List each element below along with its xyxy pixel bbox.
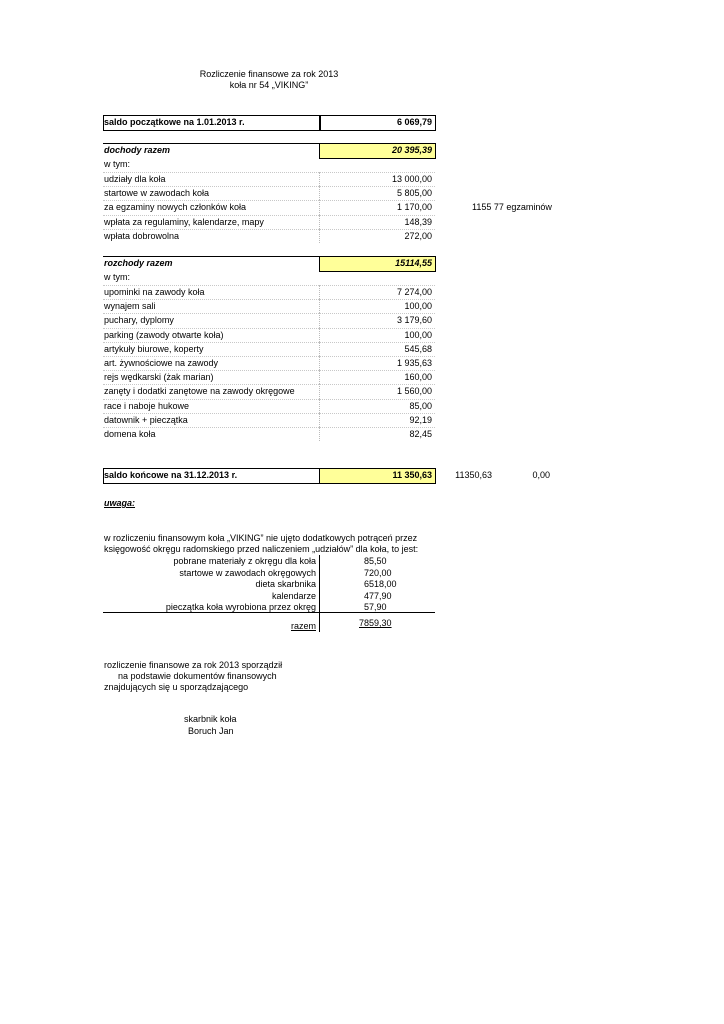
line-item-label: za egzaminy nowych członków koła	[104, 202, 247, 213]
line-item-label: wynajem sali	[104, 301, 156, 312]
deduction-value: 57,90	[364, 602, 387, 613]
line-item-label: parking (zawody otwarte koła)	[104, 329, 224, 340]
signature-role: skarbnik koła	[184, 714, 237, 724]
closing-extra-1: 11350,63	[455, 470, 492, 480]
deduction-value: 477,90	[364, 590, 392, 601]
line-item-label: art. żywnościowe na zawody	[104, 358, 219, 368]
row-separator	[103, 215, 435, 216]
deduction-value: 85,50	[364, 556, 387, 566]
line-item-value: 7 274,00	[396, 287, 432, 297]
line-item-value: 5 805,00	[396, 188, 432, 199]
line-item-label: wpłata dobrowolna	[104, 230, 180, 241]
line-item-value: 160,00	[404, 372, 432, 383]
deduction-value: 720,00	[364, 567, 392, 578]
line-item-value: 100,00	[404, 329, 432, 340]
row-separator	[103, 413, 435, 414]
note-sum-label: razem	[290, 621, 316, 631]
row-separator	[103, 370, 435, 371]
line-item-label: udziały dla koła	[104, 174, 166, 184]
line-item-value: 545,68	[404, 343, 432, 354]
line-item-value: 92,19	[409, 414, 432, 425]
deduction-label: dieta skarbnika	[255, 579, 316, 590]
deduction-label: kalendarze	[271, 590, 316, 601]
line-item-label: upominki na zawody koła	[104, 287, 205, 297]
income-label: dochody razem	[104, 145, 171, 155]
closing-label: saldo końcowe na 31.12.2013 r.	[104, 470, 238, 480]
row-separator	[103, 328, 435, 329]
row-separator	[103, 427, 435, 428]
deduction-label: startowe w zawodach okręgowych	[179, 567, 316, 578]
line-item-label: race i naboje hukowe	[104, 400, 190, 411]
line-item-value: 272,00	[404, 230, 432, 241]
expenses-header-line	[103, 256, 319, 257]
line-item-label: domena koła	[104, 429, 156, 439]
footer-line-3: znajdujących się u sporządzającego	[104, 682, 249, 692]
line-item-value: 13 000,00	[391, 174, 432, 184]
note-sum-divider	[319, 612, 320, 632]
footer-line-1: rozliczenie finansowe za rok 2013 sporządził	[104, 660, 283, 670]
club-name: koła nr 54 „VIKING”	[229, 80, 309, 90]
line-item-value: 1 560,00	[396, 386, 432, 397]
opening-value: 6 069,79	[396, 117, 432, 127]
line-item-label: artykuły biurowe, koperty	[104, 343, 204, 354]
line-item-label: datownik + pieczątka	[104, 414, 188, 425]
footer-line-2: na podstawie dokumentów finansowych	[118, 671, 277, 681]
note-sum-line	[103, 612, 435, 613]
note-sum-value: 7859,30	[359, 618, 392, 628]
line-item-value: 3 179,60	[396, 315, 432, 326]
line-item-label: zanęty i dodatki zanętowe na zawody okręgowe	[104, 386, 295, 397]
deduction-value: 6518,00	[364, 579, 397, 590]
report-title: Rozliczenie finansowe za rok 2013	[199, 69, 339, 79]
row-separator	[103, 313, 435, 314]
row-separator	[103, 356, 435, 357]
closing-extra-2: 0,00	[532, 470, 550, 480]
line-item-value: 85,00	[409, 400, 432, 411]
closing-value: 11 350,63	[392, 470, 432, 480]
deduction-label: pieczątka koła wyrobiona przez okręg	[165, 602, 316, 613]
line-item-value: 100,00	[404, 301, 432, 312]
note-text-2: księgowość okręgu radomskiego przed naliczeniem „udziałów” dla koła, to jest:	[104, 544, 419, 554]
row-separator	[103, 342, 435, 343]
line-item-label: startowe w zawodach koła	[104, 188, 210, 199]
line-item-value: 82,45	[409, 429, 432, 439]
row-separator	[103, 229, 435, 230]
expenses-total: 15114,55	[395, 258, 432, 268]
note-text-1: w rozliczeniu finansowym koła „VIKING” nie ujęto dodatkowych potrąceń przez	[104, 533, 418, 543]
exam-note: 1155 77 egzaminów	[472, 202, 552, 213]
row-separator	[103, 299, 435, 300]
row-separator	[103, 172, 435, 173]
expenses-sub: w tym:	[104, 272, 130, 282]
signature-name: Boruch Jan	[188, 726, 234, 736]
income-sub: w tym:	[104, 159, 130, 169]
income-total: 20 395,39	[391, 145, 432, 155]
deduction-divider	[319, 555, 320, 612]
note-title: uwaga:	[104, 498, 136, 508]
row-separator	[103, 399, 435, 400]
line-item-label: rejs wędkarski (żak marian)	[104, 372, 214, 383]
expenses-label: rozchody razem	[104, 258, 173, 268]
line-item-value: 1 935,63	[396, 358, 432, 368]
line-item-label: wpłata za regulaminy, kalendarze, mapy	[104, 216, 264, 227]
line-item-label: puchary, dyplomy	[104, 315, 174, 326]
row-separator	[103, 200, 435, 201]
line-item-value: 148,39	[404, 216, 432, 227]
line-item-value: 1 170,00	[396, 202, 432, 213]
row-separator	[103, 384, 435, 385]
row-separator	[103, 186, 435, 187]
deduction-label: pobrane materiały z okręgu dla koła	[173, 556, 316, 566]
opening-label: saldo początkowe na 1.01.2013 r.	[104, 117, 245, 127]
row-separator	[103, 285, 435, 286]
